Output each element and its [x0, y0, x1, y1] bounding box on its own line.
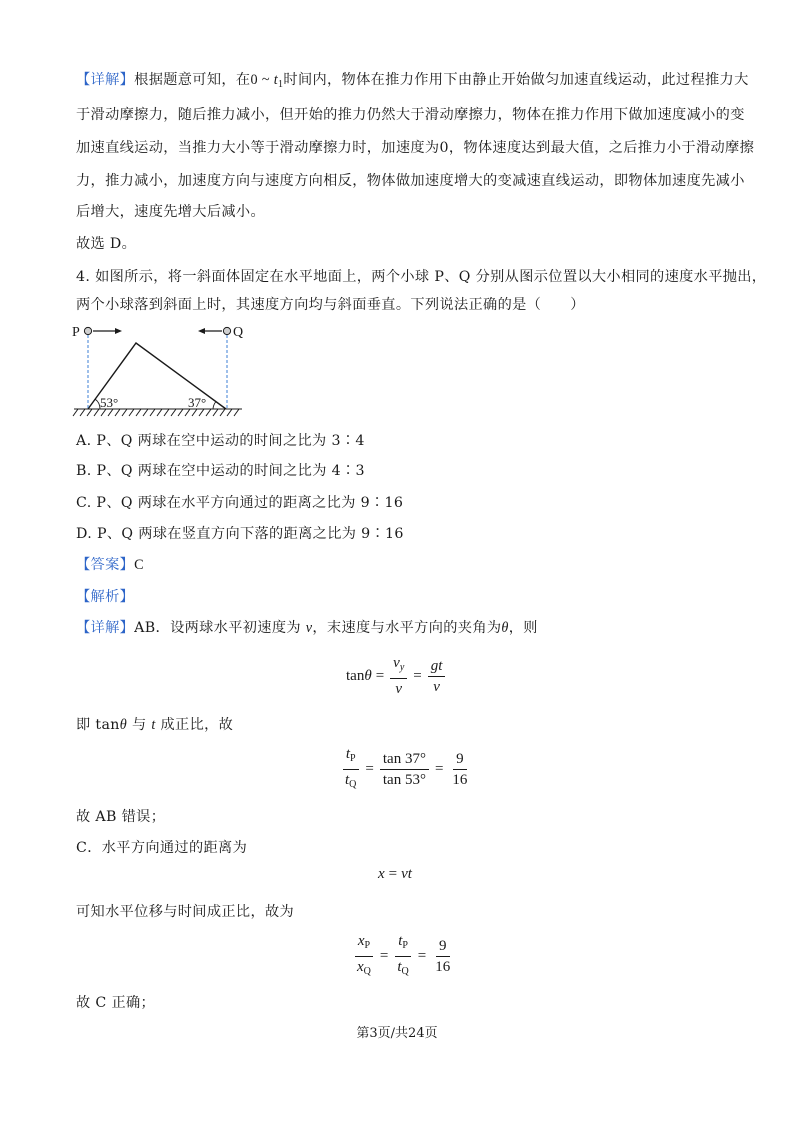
detail-line-ab: 【详解】AB．设两球水平初速度为 v，末速度与水平方向的夹角为θ，则 — [76, 620, 538, 636]
ball-q — [223, 327, 230, 334]
answer-line — [76, 554, 726, 576]
label-p: P — [72, 325, 80, 340]
ball-p — [84, 327, 91, 334]
arrowhead-q — [198, 328, 205, 334]
equation-time-ratio: $\frac{t_P}{t_Q}$ = $\frac{\tan 37^\circ}{\tan 53^\circ}$ = $\frac{9}{16}$ — [340, 745, 472, 794]
detail-proportional: 即 tanθ 与 t 成正比，故 — [76, 717, 234, 733]
option-c: C. P、Q 两球在水平方向通过的距离之比为 9∶16 — [76, 495, 404, 511]
fraction-gt-v: $\frac{gt}{v}$ — [428, 657, 446, 696]
prev-detail-line-2: 于滑动摩擦力，随后推力减小，但开始的推力仍然大于滑动摩擦力，物体在推力作用下做加速度减小的变 — [76, 107, 745, 123]
prev-detail-line-5: 后增大，速度先增大后减小。 — [76, 204, 265, 220]
incline-figure — [70, 318, 250, 422]
option-b: B. P、Q 两球在空中运动的时间之比为 4∶3 — [76, 463, 365, 479]
option-d: D. P、Q 两球在竖直方向下落的距离之比为 9∶16 — [76, 526, 404, 542]
detail-tag-2: 【详解】 — [76, 620, 135, 636]
detail-c-right: 故 C 正确； — [76, 995, 156, 1011]
ground-hatching — [73, 409, 242, 416]
page-footer: 第3页/共24页 — [356, 1026, 438, 1041]
prev-detail-line-4: 力，推力减小，加速度方向与速度方向相反，物体做加速度增大的变减速直线运动，即物体加速度先减小 — [76, 173, 745, 189]
question-line-1: 4. 如图所示，将一斜面体固定在水平地面上，两个小球 P、Q 分别从图示位置以大小相同的速度水平抛出， — [76, 269, 767, 285]
detail-ab-wrong: 故 AB 错误； — [76, 809, 166, 825]
prev-detail-line-3: 加速直线运动，当推力大小等于滑动摩擦力时，加速度为0，物体速度达到最大值，之后推力小于滑动摩擦 — [76, 140, 755, 156]
prev-detail-line-1: 【详解】根据题意可知，在0 ~ $t_1$时间内，物体在推力作用下由静止开始做匀加速直线运动，此过程推力大 — [76, 72, 749, 90]
label-q: Q — [233, 325, 244, 340]
arrowhead-p — [115, 328, 122, 334]
analysis-tag: 【解析】 — [76, 589, 135, 605]
prev-choice: 故选 D。 — [76, 236, 137, 252]
detail-c-intro: C．水平方向通过的距离为 — [76, 840, 248, 856]
equation-tan-theta: tan θ = $\frac{v_y}{v}$ = $\frac{gt}{v}$ — [346, 654, 447, 698]
question-line-2: 两个小球落到斜面上时，其速度方向均与斜面垂直。下列说法正确的是（ ） — [76, 297, 585, 313]
angle-arc-right — [213, 402, 216, 410]
detail-c-prop: 可知水平位移与时间成正比，故为 — [76, 904, 295, 920]
answer-value: C — [134, 557, 144, 573]
fraction-vy-v: $\frac{v_y}{v}$ — [390, 654, 407, 698]
analysis-line — [76, 586, 726, 608]
equation-x-vt: x = vt — [378, 866, 412, 882]
option-a: A. P、Q 两球在空中运动的时间之比为 3∶4 — [76, 433, 365, 449]
angle-label-left: 53° — [100, 395, 119, 410]
detail-tag: 【详解】 — [76, 72, 135, 88]
answer-tag: 【答案】 — [76, 557, 135, 573]
equation-distance-ratio: $\frac{x_P}{x_Q}$ = $\frac{t_P}{t_Q}$ = $\frac{9}{16}$ — [352, 932, 455, 981]
angle-label-right: 37° — [188, 395, 207, 410]
